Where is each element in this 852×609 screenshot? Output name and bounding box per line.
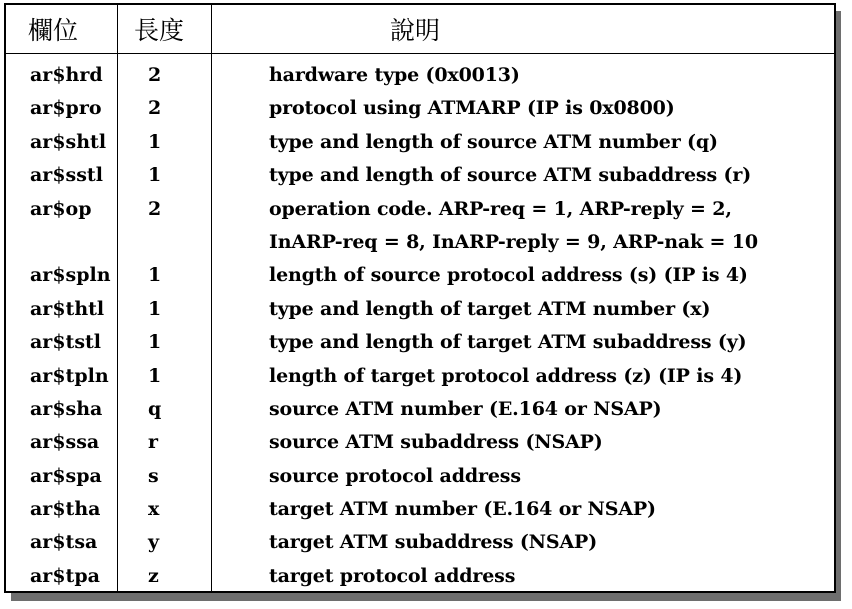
field-cell: ar$hrd — [30, 64, 103, 86]
description-cell: InARP-req = 8, InARP-reply = 9, ARP-nak = 10 — [269, 230, 758, 253]
field-cell: ar$tha — [30, 498, 101, 521]
field-cell: ar$shtl — [30, 130, 107, 153]
table-row — [6, 126, 834, 159]
description-cell: type and length of target ATM subaddress (y) — [269, 331, 747, 354]
field-cell: ar$thtl — [30, 297, 105, 320]
length-cell: y — [148, 531, 160, 554]
field-cell: ar$ssa — [30, 431, 100, 454]
description-cell: target ATM number (E.164 or NSAP) — [269, 498, 656, 521]
table-row — [6, 426, 834, 459]
length-cell: q — [148, 397, 162, 420]
length-cell: 2 — [148, 64, 162, 86]
table-row — [6, 493, 834, 526]
field-cell: ar$tpln — [30, 364, 109, 387]
description-cell: type and length of source ATM number (q) — [269, 130, 718, 153]
table-header — [6, 5, 834, 54]
length-cell: 1 — [148, 164, 162, 187]
description-cell: operation code. ARP-req = 1, ARP-reply = 2, — [269, 197, 732, 220]
table-row — [6, 92, 834, 125]
table-body — [6, 59, 834, 593]
description-cell: source ATM subaddress (NSAP) — [269, 431, 603, 454]
description-cell: source protocol address — [269, 464, 521, 487]
header-field: 欄位 — [28, 16, 79, 45]
atmarp-field-table — [4, 3, 836, 593]
table-row — [6, 226, 834, 259]
field-cell: ar$spa — [30, 464, 102, 487]
description-cell: target ATM subaddress (NSAP) — [269, 531, 598, 554]
field-cell: ar$tsa — [30, 531, 98, 554]
field-cell: ar$pro — [30, 97, 102, 120]
length-cell: r — [148, 431, 159, 454]
table-row — [6, 59, 834, 92]
field-cell: ar$tpa — [30, 564, 100, 587]
length-cell: 1 — [148, 297, 162, 320]
table-row — [6, 393, 834, 426]
table-row — [6, 159, 834, 192]
table-row — [6, 560, 834, 593]
length-cell: 1 — [148, 130, 162, 153]
length-cell: 2 — [148, 197, 162, 220]
length-cell: 1 — [148, 364, 162, 387]
length-cell: 2 — [148, 97, 162, 120]
description-cell: type and length of source ATM subaddress (r) — [269, 164, 752, 187]
table-row — [6, 526, 834, 559]
length-cell: 1 — [148, 264, 162, 287]
field-cell: ar$spln — [30, 264, 111, 287]
description-cell: source ATM number (E.164 or NSAP) — [269, 397, 662, 420]
length-cell: z — [148, 564, 159, 587]
description-cell: target protocol address — [269, 564, 516, 587]
field-cell: ar$tstl — [30, 331, 102, 354]
description-cell: length of target protocol address (z) (IP is 4) — [269, 364, 743, 387]
length-cell: x — [148, 498, 160, 521]
field-cell: ar$sstl — [30, 164, 103, 187]
header-description: 說明 — [390, 16, 441, 45]
description-cell: length of source protocol address (s) (IP is 4) — [269, 264, 748, 287]
length-cell: s — [148, 464, 159, 487]
description-cell: type and length of target ATM number (x) — [269, 297, 711, 320]
length-cell: 1 — [148, 331, 162, 354]
table-row — [6, 460, 834, 493]
table-row — [6, 360, 834, 393]
field-cell: ar$op — [30, 197, 92, 220]
table-row — [6, 193, 834, 226]
description-cell: protocol using ATMARP (IP is 0x0800) — [269, 97, 675, 120]
table-row — [6, 259, 834, 292]
table-row — [6, 326, 834, 359]
description-cell: hardware type (0x0013) — [269, 64, 520, 86]
table-row — [6, 293, 834, 326]
header-length: 長度 — [134, 16, 185, 45]
field-cell: ar$sha — [30, 397, 103, 420]
